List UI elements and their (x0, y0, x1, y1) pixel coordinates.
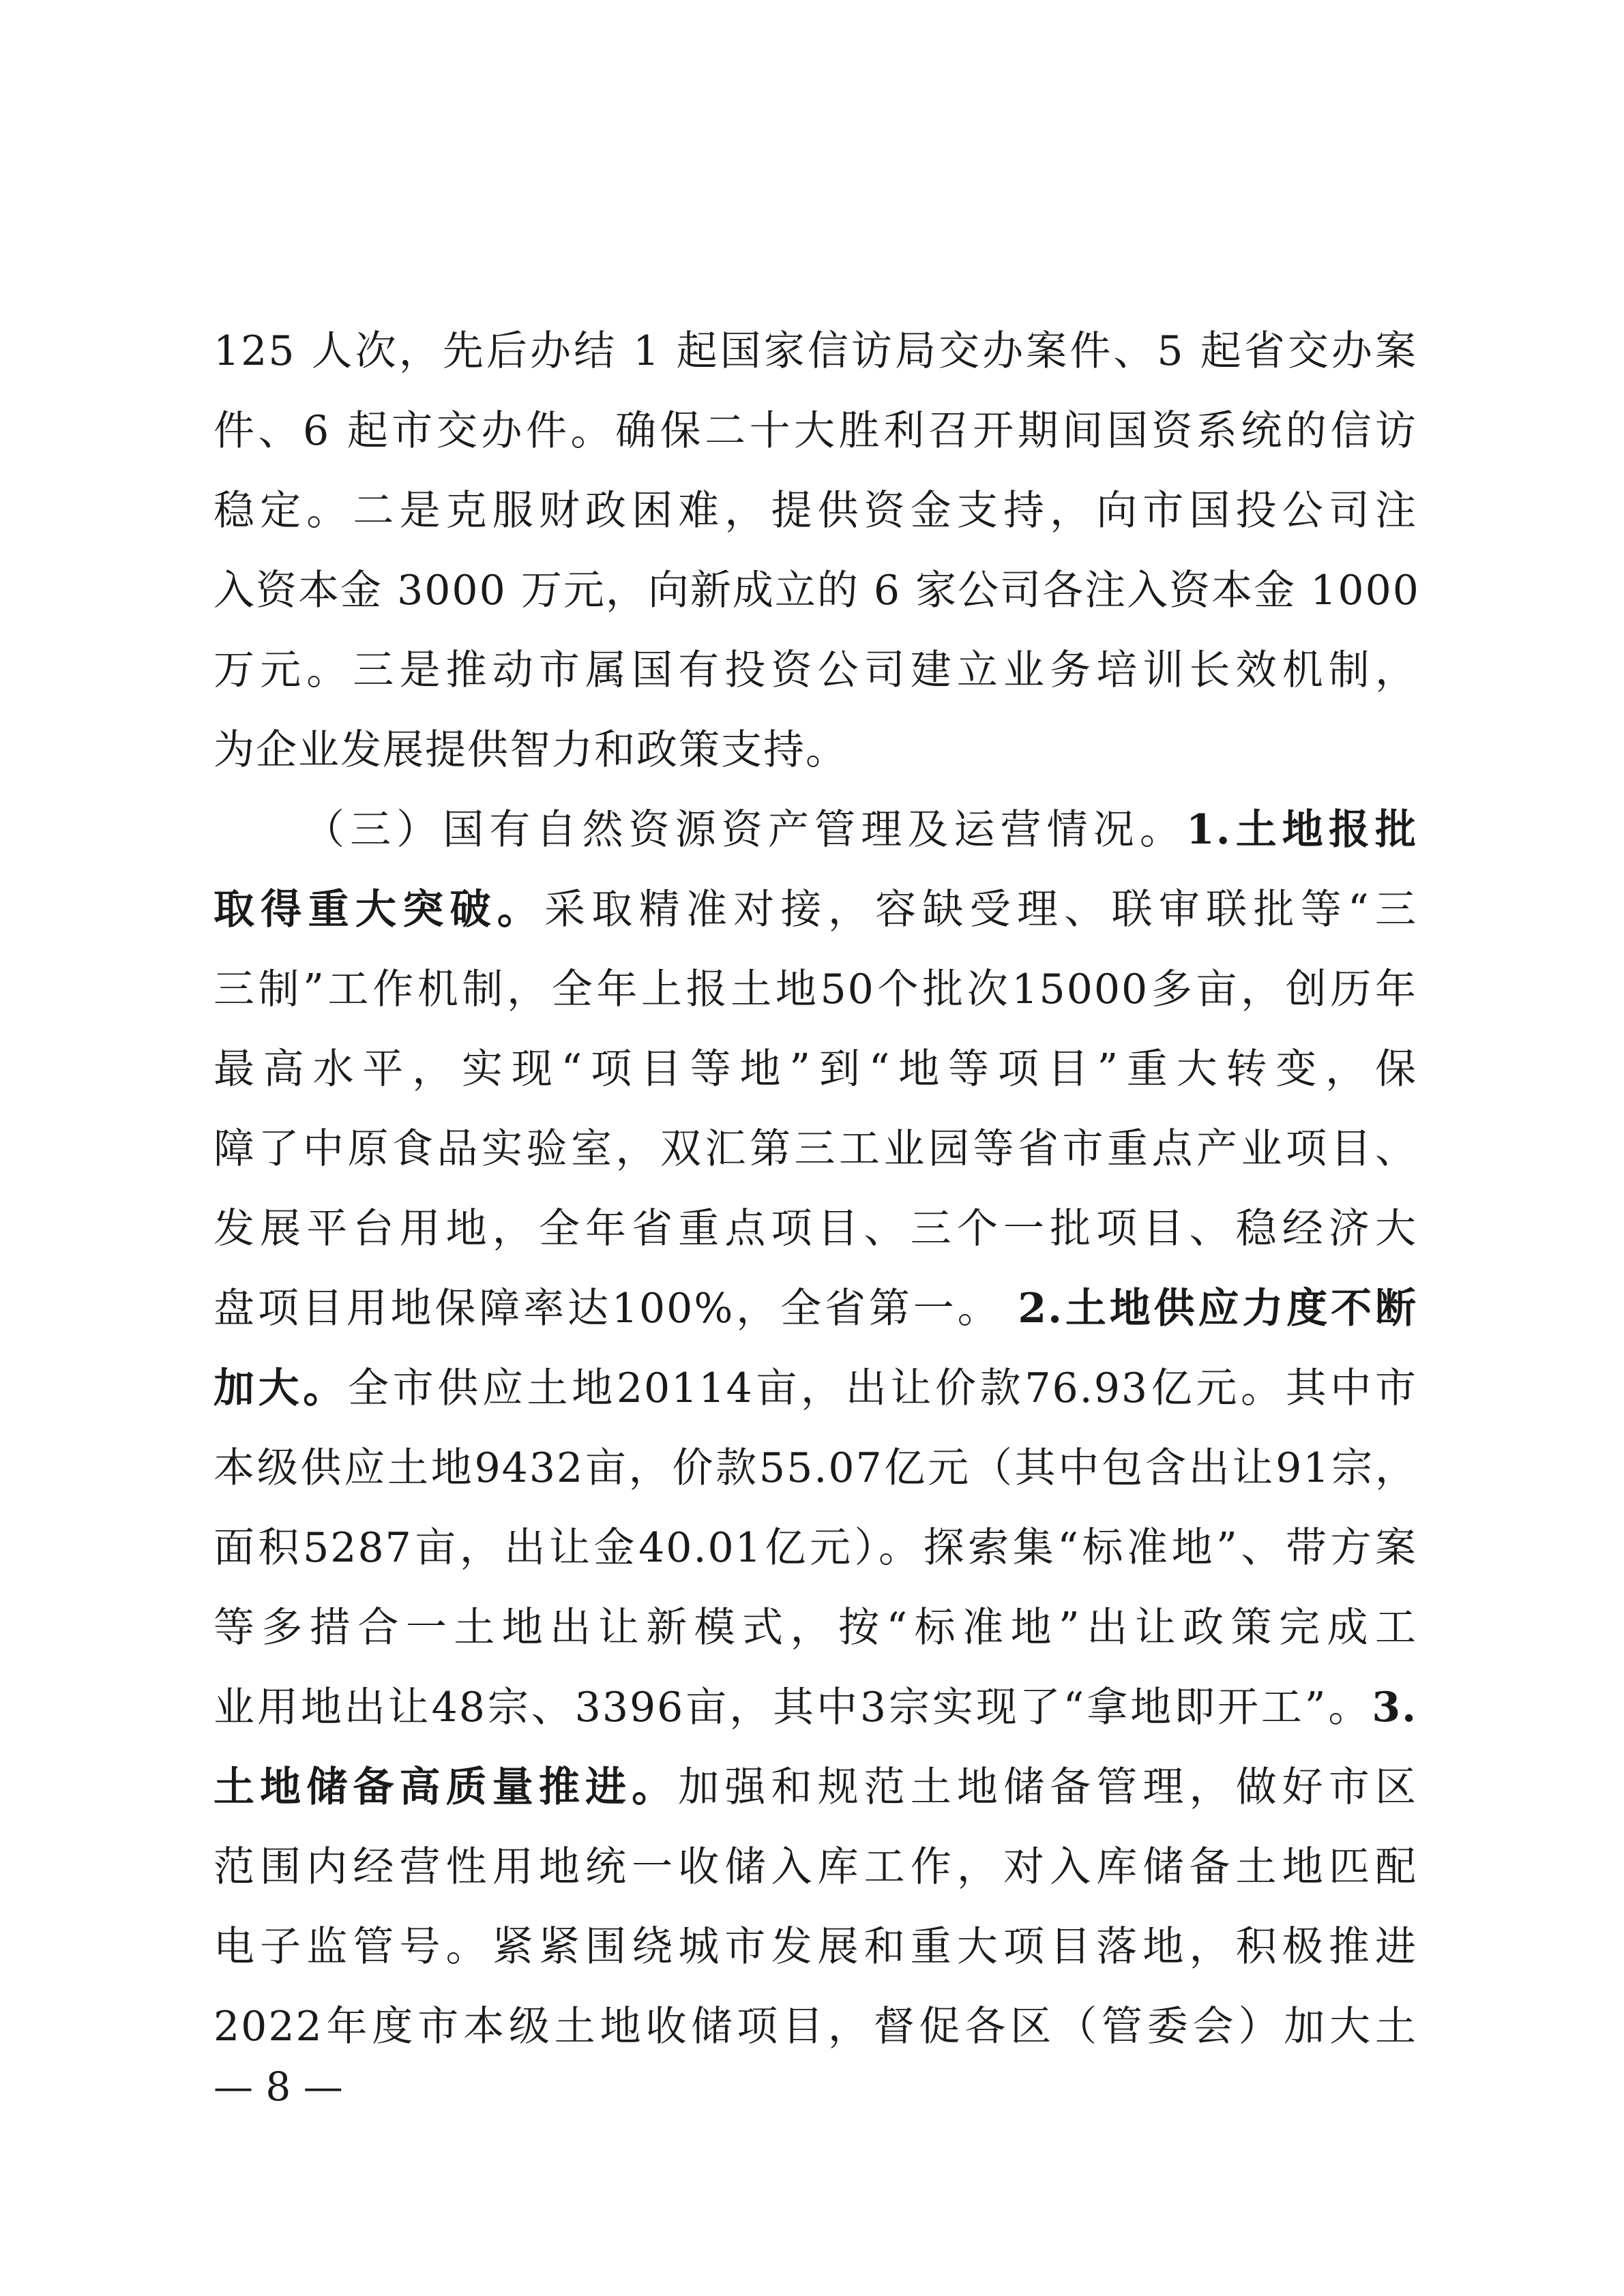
paragraph-line (213, 478, 1417, 543)
text-run: 加强和规范土地储备管理，做好市区 (678, 1763, 1418, 1811)
paragraph-line (213, 398, 1417, 464)
paragraph-line (213, 1595, 1417, 1660)
text-run: 最高水平，实现“项目等地”到“地等项目”重大转变，保 (213, 1045, 1417, 1093)
paragraph-line (213, 1834, 1417, 1900)
text-run: 业用地出让48宗、3396亩，其中3宗实现了“拿地即开工”。 (213, 1684, 1372, 1731)
paragraph-line (213, 1196, 1417, 1262)
paragraph-line (213, 558, 1420, 623)
text-run: 盘项目用地保障率达100%，全省第一。 (213, 1285, 1018, 1332)
paragraph-line (213, 638, 1417, 703)
text-run: 为企业发展提供智力和政策支持。 (213, 726, 848, 774)
text-run: 采取精准对接，容缺受理、联审联批等“三 (544, 886, 1418, 934)
paragraph-line (213, 1994, 1417, 2059)
text-run: 发展平台用地，全年省重点项目、三个一批项目、稳经济大 (213, 1205, 1417, 1253)
text-run: （三）国有自然资源资产管理及运营情况。 (304, 806, 1186, 854)
paragraph-line (213, 1675, 1417, 1740)
paragraph-line (213, 318, 1417, 384)
paragraph-line (213, 877, 1417, 942)
paragraph-line (213, 1515, 1417, 1581)
bold-text-run: 3. (1372, 1684, 1417, 1731)
text-run: 稳定。二是克服财政困难，提供资金支持，向市国投公司注 (213, 487, 1417, 535)
text-run: 件、6 起市交办件。确保二十大胜利召开期间国资系统的信访 (213, 407, 1417, 455)
text-run: 全市供应土地20114亩，出让价款76.93亿元。其中市 (347, 1365, 1418, 1412)
paragraph-line (213, 1435, 1417, 1501)
text-run: 障了中原食品实验室，双汇第三工业园等省市重点产业项目、 (213, 1125, 1417, 1173)
text-run: 入资本金 3000 万元，向新成立的 6 家公司各注入资本金 1000 (213, 567, 1420, 614)
paragraph-line (213, 717, 1417, 783)
paragraph-line (213, 1276, 1417, 1341)
text-run: 等多措合一土地出让新模式，按“标准地”出让政策完成工 (213, 1604, 1417, 1652)
text-run: 2022年度市本级土地收储项目，督促各区（管委会）加大土 (213, 2003, 1417, 2051)
text-run: 万元。三是推动市属国有投资公司建立业务培训长效机制， (213, 646, 1417, 694)
bold-text-run: 1.土地报批 (1185, 806, 1418, 854)
text-run: 范围内经营性用地统一收储入库工作，对入库储备土地匹配 (213, 1843, 1417, 1891)
text-run: 125 人次，先后办结 1 起国家信访局交办案件、5 起省交办案 (213, 327, 1417, 375)
paragraph-line (213, 1755, 1417, 1820)
paragraph-line (213, 1914, 1417, 1980)
paragraph-line (213, 1356, 1417, 1421)
paragraph-line (213, 1037, 1417, 1102)
text-run: 电子监管号。紧紧围绕城市发展和重大项目落地，积极推进 (213, 1923, 1417, 1971)
bold-text-run: 土地储备高质量推进。 (213, 1763, 679, 1811)
text-run: 三制”工作机制，全年上报土地50个批次15000多亩，创历年 (213, 966, 1417, 1013)
page-number: — 8 — (213, 2063, 343, 2110)
bold-text-run: 2.土地供应力度不断 (1018, 1285, 1418, 1332)
bold-text-run: 加大。 (213, 1365, 348, 1412)
section-heading-line (304, 797, 1417, 863)
paragraph-line (213, 1116, 1417, 1182)
paragraph-line (213, 957, 1417, 1022)
text-run: 面积5287亩，出让金40.01亿元）。探索集“标准地”、带方案 (213, 1524, 1417, 1572)
bold-text-run: 取得重大突破。 (213, 886, 545, 934)
text-run: 本级供应土地9432亩，价款55.07亿元（其中包含出让91宗， (213, 1444, 1417, 1492)
